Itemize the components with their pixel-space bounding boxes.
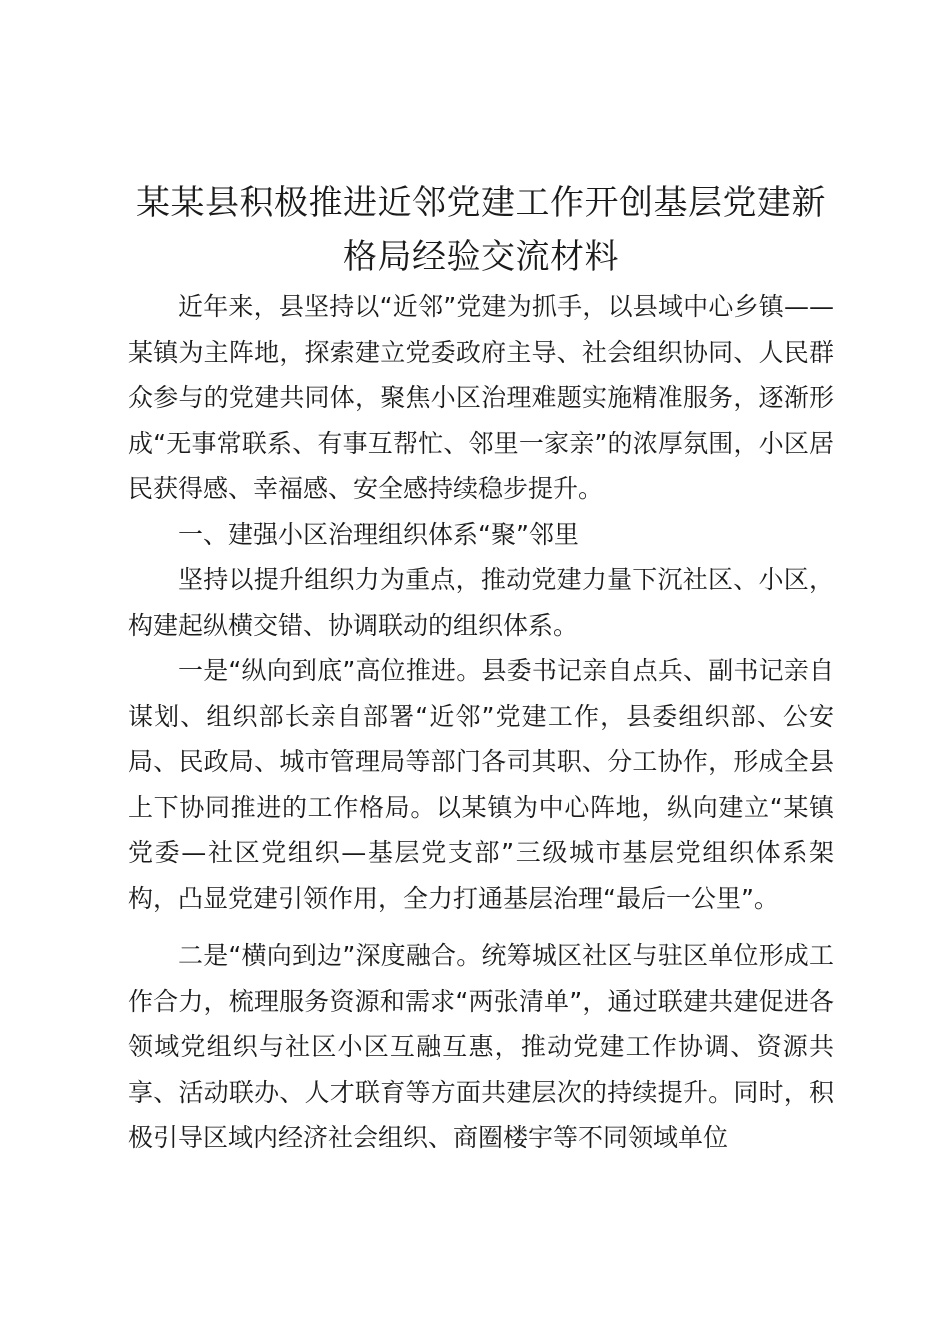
point-one-paragraph: 一是“纵向到底”高位推进。县委书记亲自点兵、副书记亲自谋划、组织部长亲自部署“近邻”党建工作，县委组织部、公安局、民政局、城市管理局等部门各司其职、分工协作，形成全县上下协同推进的工作格局。以某镇为中心阵地，纵向建立“某镇党委—社区党组织—基层党支部”三级城市基层党组织体系架构，凸显党建引领作用，全力打通基层治理“最后一公里”。 — [128, 656, 834, 913]
document-title: 某某县积极推进近邻党建工作开创基层党建新格局经验交流材料 — [136, 183, 826, 277]
intro-paragraph: 近年来，县坚持以“近邻”党建为抓手，以县域中心乡镇——某镇为主阵地，探索建立党委政府主导、社会组织协同、人民群众参与的党建共同体，聚焦小区治理难题实施精准服务，逐渐形成“无事常联系、有事互帮忙、邻里一家亲”的浓厚氛围，小区居民获得感、幸福感、安全感持续稳步提升。 — [128, 292, 834, 503]
point-two-paragraph: 二是“横向到边”深度融合。统筹城区社区与驻区单位形成工作合力，梳理服务资源和需求“两张清单”，通过联建共建促进各领域党组织与社区小区互融互惠，推动党建工作协调、资源共享、活动联办、人才联育等方面共建层次的持续提升。同时，积极引导区域内经济社会组织、商圈楼宇等不同领域单位 — [128, 941, 834, 1152]
section-lead-paragraph: 坚持以提升组织力为重点，推动党建力量下沉社区、小区，构建起纵横交错、协调联动的组织体系。 — [128, 565, 834, 640]
document-page — [128, 176, 834, 1161]
section-heading: 一、建强小区治理组织体系“聚”邻里 — [178, 519, 579, 549]
